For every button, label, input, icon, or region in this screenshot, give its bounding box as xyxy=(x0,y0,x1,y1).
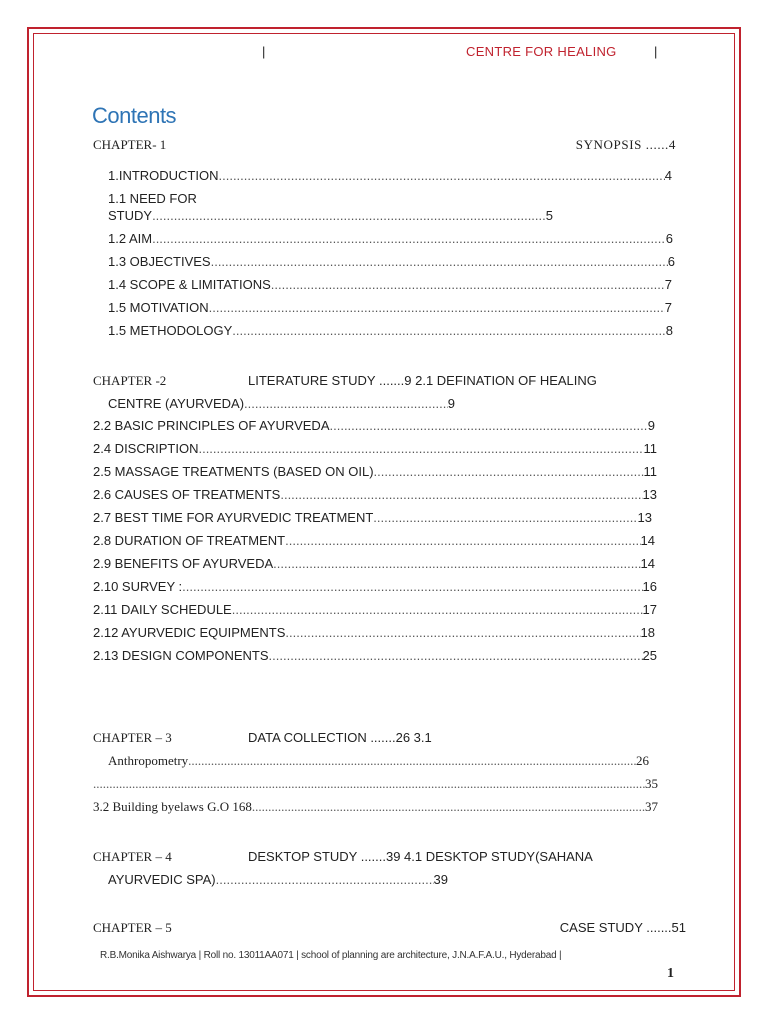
toc-entry-page: 6 xyxy=(665,231,673,246)
toc-entry[interactable] xyxy=(108,396,455,412)
toc-entry[interactable] xyxy=(93,533,655,549)
toc-entry-page: 7 xyxy=(664,300,672,315)
toc-entry[interactable] xyxy=(93,776,658,792)
toc-leader-dots xyxy=(271,277,665,293)
toc-entry[interactable] xyxy=(93,510,652,526)
toc-entry-need-line1: 1.1 NEED FOR xyxy=(108,191,197,206)
toc-entry[interactable] xyxy=(93,625,655,641)
toc-entry-text: 1.3 OBJECTIVES xyxy=(108,254,211,269)
toc-entry-text: Anthropometry xyxy=(108,753,189,768)
toc-leader-dots xyxy=(182,579,642,595)
toc-entry-page: 11 xyxy=(643,441,657,456)
toc-entry[interactable] xyxy=(93,579,657,595)
chapter-1-label: CHAPTER- 1 xyxy=(93,137,167,152)
toc-entry-page: 16 xyxy=(642,579,657,594)
toc-leader-dots xyxy=(198,441,643,457)
toc-entry[interactable] xyxy=(108,872,448,888)
toc-entry-page: 11 xyxy=(643,464,657,479)
toc-entry-page: 39 xyxy=(433,872,448,887)
toc-leader-dots xyxy=(285,625,640,641)
toc-entry[interactable] xyxy=(93,487,657,503)
toc-entry[interactable] xyxy=(108,753,649,769)
toc-leader-dots xyxy=(285,533,640,549)
toc-entry[interactable] xyxy=(108,168,672,184)
toc-entry-page: 37 xyxy=(645,799,658,814)
toc-entry-text: 2.11 DAILY SCHEDULE xyxy=(93,602,232,617)
toc-entry-text: 1.4 SCOPE & LIMITATIONS xyxy=(108,277,271,292)
toc-entry-page: 25 xyxy=(642,648,657,663)
toc-entry-text: STUDY xyxy=(108,208,153,223)
chapter-4-title: DESKTOP STUDY .......39 4.1 DESKTOP STUDY(SAHANA xyxy=(248,849,593,864)
toc-entry-text: 2.12 AYURVEDIC EQUIPMENTS xyxy=(93,625,286,640)
toc-leader-dots xyxy=(374,464,644,480)
page-number: 1 xyxy=(667,966,674,981)
toc-entry-page: 14 xyxy=(640,556,655,571)
toc-leader-dots xyxy=(211,254,668,270)
toc-entry[interactable] xyxy=(93,464,657,480)
toc-leader-dots xyxy=(273,556,640,572)
toc-leader-dots xyxy=(232,323,666,339)
toc-entry-text: 2.13 DESIGN COMPONENTS xyxy=(93,648,269,663)
header-title: CENTRE FOR HEALING xyxy=(466,44,617,59)
toc-entry-text: 2.10 SURVEY : xyxy=(93,579,183,594)
toc-entry-text: 2.4 DISCRIPTION xyxy=(93,441,199,456)
toc-entry-text: AYURVEDIC SPA) xyxy=(108,872,216,887)
toc-entry-page: 13 xyxy=(637,510,652,525)
chapter-5-label: CHAPTER – 5 xyxy=(93,920,172,935)
toc-leader-dots xyxy=(280,487,642,503)
toc-leader-dots xyxy=(93,776,645,792)
toc-leader-dots xyxy=(216,872,434,888)
toc-entry-page: 14 xyxy=(640,533,655,548)
toc-leader-dots xyxy=(152,208,546,224)
footer-text: R.B.Monika Aishwarya | Roll no. 13011AA071 | school of planning are architecture, J.N.A.F.A.U., Hyderabad | xyxy=(100,950,562,961)
toc-leader-dots xyxy=(232,602,643,618)
toc-entry-text: 1.INTRODUCTION xyxy=(108,168,219,183)
toc-entry-text: 2.6 CAUSES OF TREATMENTS xyxy=(93,487,281,502)
toc-leader-dots xyxy=(219,168,665,184)
chapter-3-title: DATA COLLECTION .......26 3.1 xyxy=(248,730,432,745)
toc-entry[interactable] xyxy=(93,441,657,457)
toc-entry-text: 3.2 Building byelaws G.O 168 xyxy=(93,799,252,814)
toc-entry[interactable] xyxy=(108,254,675,270)
toc-entry-page: 35 xyxy=(645,776,658,791)
toc-entry[interactable] xyxy=(108,300,672,316)
toc-entry-page: 5 xyxy=(545,208,553,223)
toc-entry-text: 2.7 BEST TIME FOR AYURVEDIC TREATMENT xyxy=(93,510,374,525)
toc-entry[interactable] xyxy=(93,418,655,434)
chapter-2-label: CHAPTER -2 xyxy=(93,373,167,388)
contents-heading: Contents xyxy=(92,103,177,128)
toc-entry[interactable] xyxy=(108,208,553,224)
toc-entry-text: 1.5 MOTIVATION xyxy=(108,300,209,315)
toc-leader-dots xyxy=(330,418,648,434)
toc-entry-text: 2.2 BASIC PRINCIPLES OF AYURVEDA xyxy=(93,418,330,433)
toc-entry[interactable] xyxy=(108,323,673,339)
toc-entry[interactable] xyxy=(93,648,657,664)
header-separator-left: | xyxy=(262,44,266,59)
toc-leader-dots xyxy=(188,753,636,769)
chapter-5-case-study: CASE STUDY .......51 xyxy=(559,920,686,935)
toc-entry[interactable] xyxy=(108,231,673,247)
toc-entry[interactable] xyxy=(93,556,655,572)
toc-entry-page: 13 xyxy=(642,487,657,502)
toc-entry-text: CENTRE (AYURVEDA) xyxy=(108,396,245,411)
toc-leader-dots xyxy=(152,231,666,247)
toc-entry-text: 2.9 BENEFITS OF AYURVEDA xyxy=(93,556,274,571)
toc-entry-text: 1.2 AIM xyxy=(108,231,153,246)
toc-leader-dots xyxy=(269,648,643,664)
toc-entry-page: 17 xyxy=(642,602,657,617)
toc-leader-dots xyxy=(252,799,645,815)
toc-entry-page: 18 xyxy=(640,625,655,640)
toc-entry-page: 9 xyxy=(447,396,455,411)
toc-leader-dots xyxy=(373,510,637,526)
chapter-3-label: CHAPTER – 3 xyxy=(93,730,172,745)
toc-entry-page: 4 xyxy=(664,168,672,183)
toc-entry-page: 6 xyxy=(667,254,675,269)
chapter-1-synopsis: SYNOPSIS ......4 xyxy=(575,137,676,152)
chapter-2-title: LITERATURE STUDY .......9 2.1 DEFINATION OF HEALING xyxy=(248,373,597,388)
toc-entry-text: 2.8 DURATION OF TREATMENT xyxy=(93,533,286,548)
toc-entry-page: 7 xyxy=(664,277,672,292)
toc-entry-page: 8 xyxy=(665,323,673,338)
toc-entry-text: 1.5 METHODOLOGY xyxy=(108,323,233,338)
chapter-4-label: CHAPTER – 4 xyxy=(93,849,172,864)
toc-leader-dots xyxy=(209,300,665,316)
toc-entry[interactable] xyxy=(108,277,672,293)
header-separator-right: | xyxy=(654,44,658,59)
toc-entry-page: 26 xyxy=(636,753,649,768)
toc-entry-page: 9 xyxy=(647,418,655,433)
toc-entry[interactable] xyxy=(93,602,657,618)
toc-leader-dots xyxy=(244,396,448,412)
toc-entry[interactable] xyxy=(93,799,658,815)
toc-entry-text: 2.5 MASSAGE TREATMENTS (BASED ON OIL) xyxy=(93,464,374,479)
